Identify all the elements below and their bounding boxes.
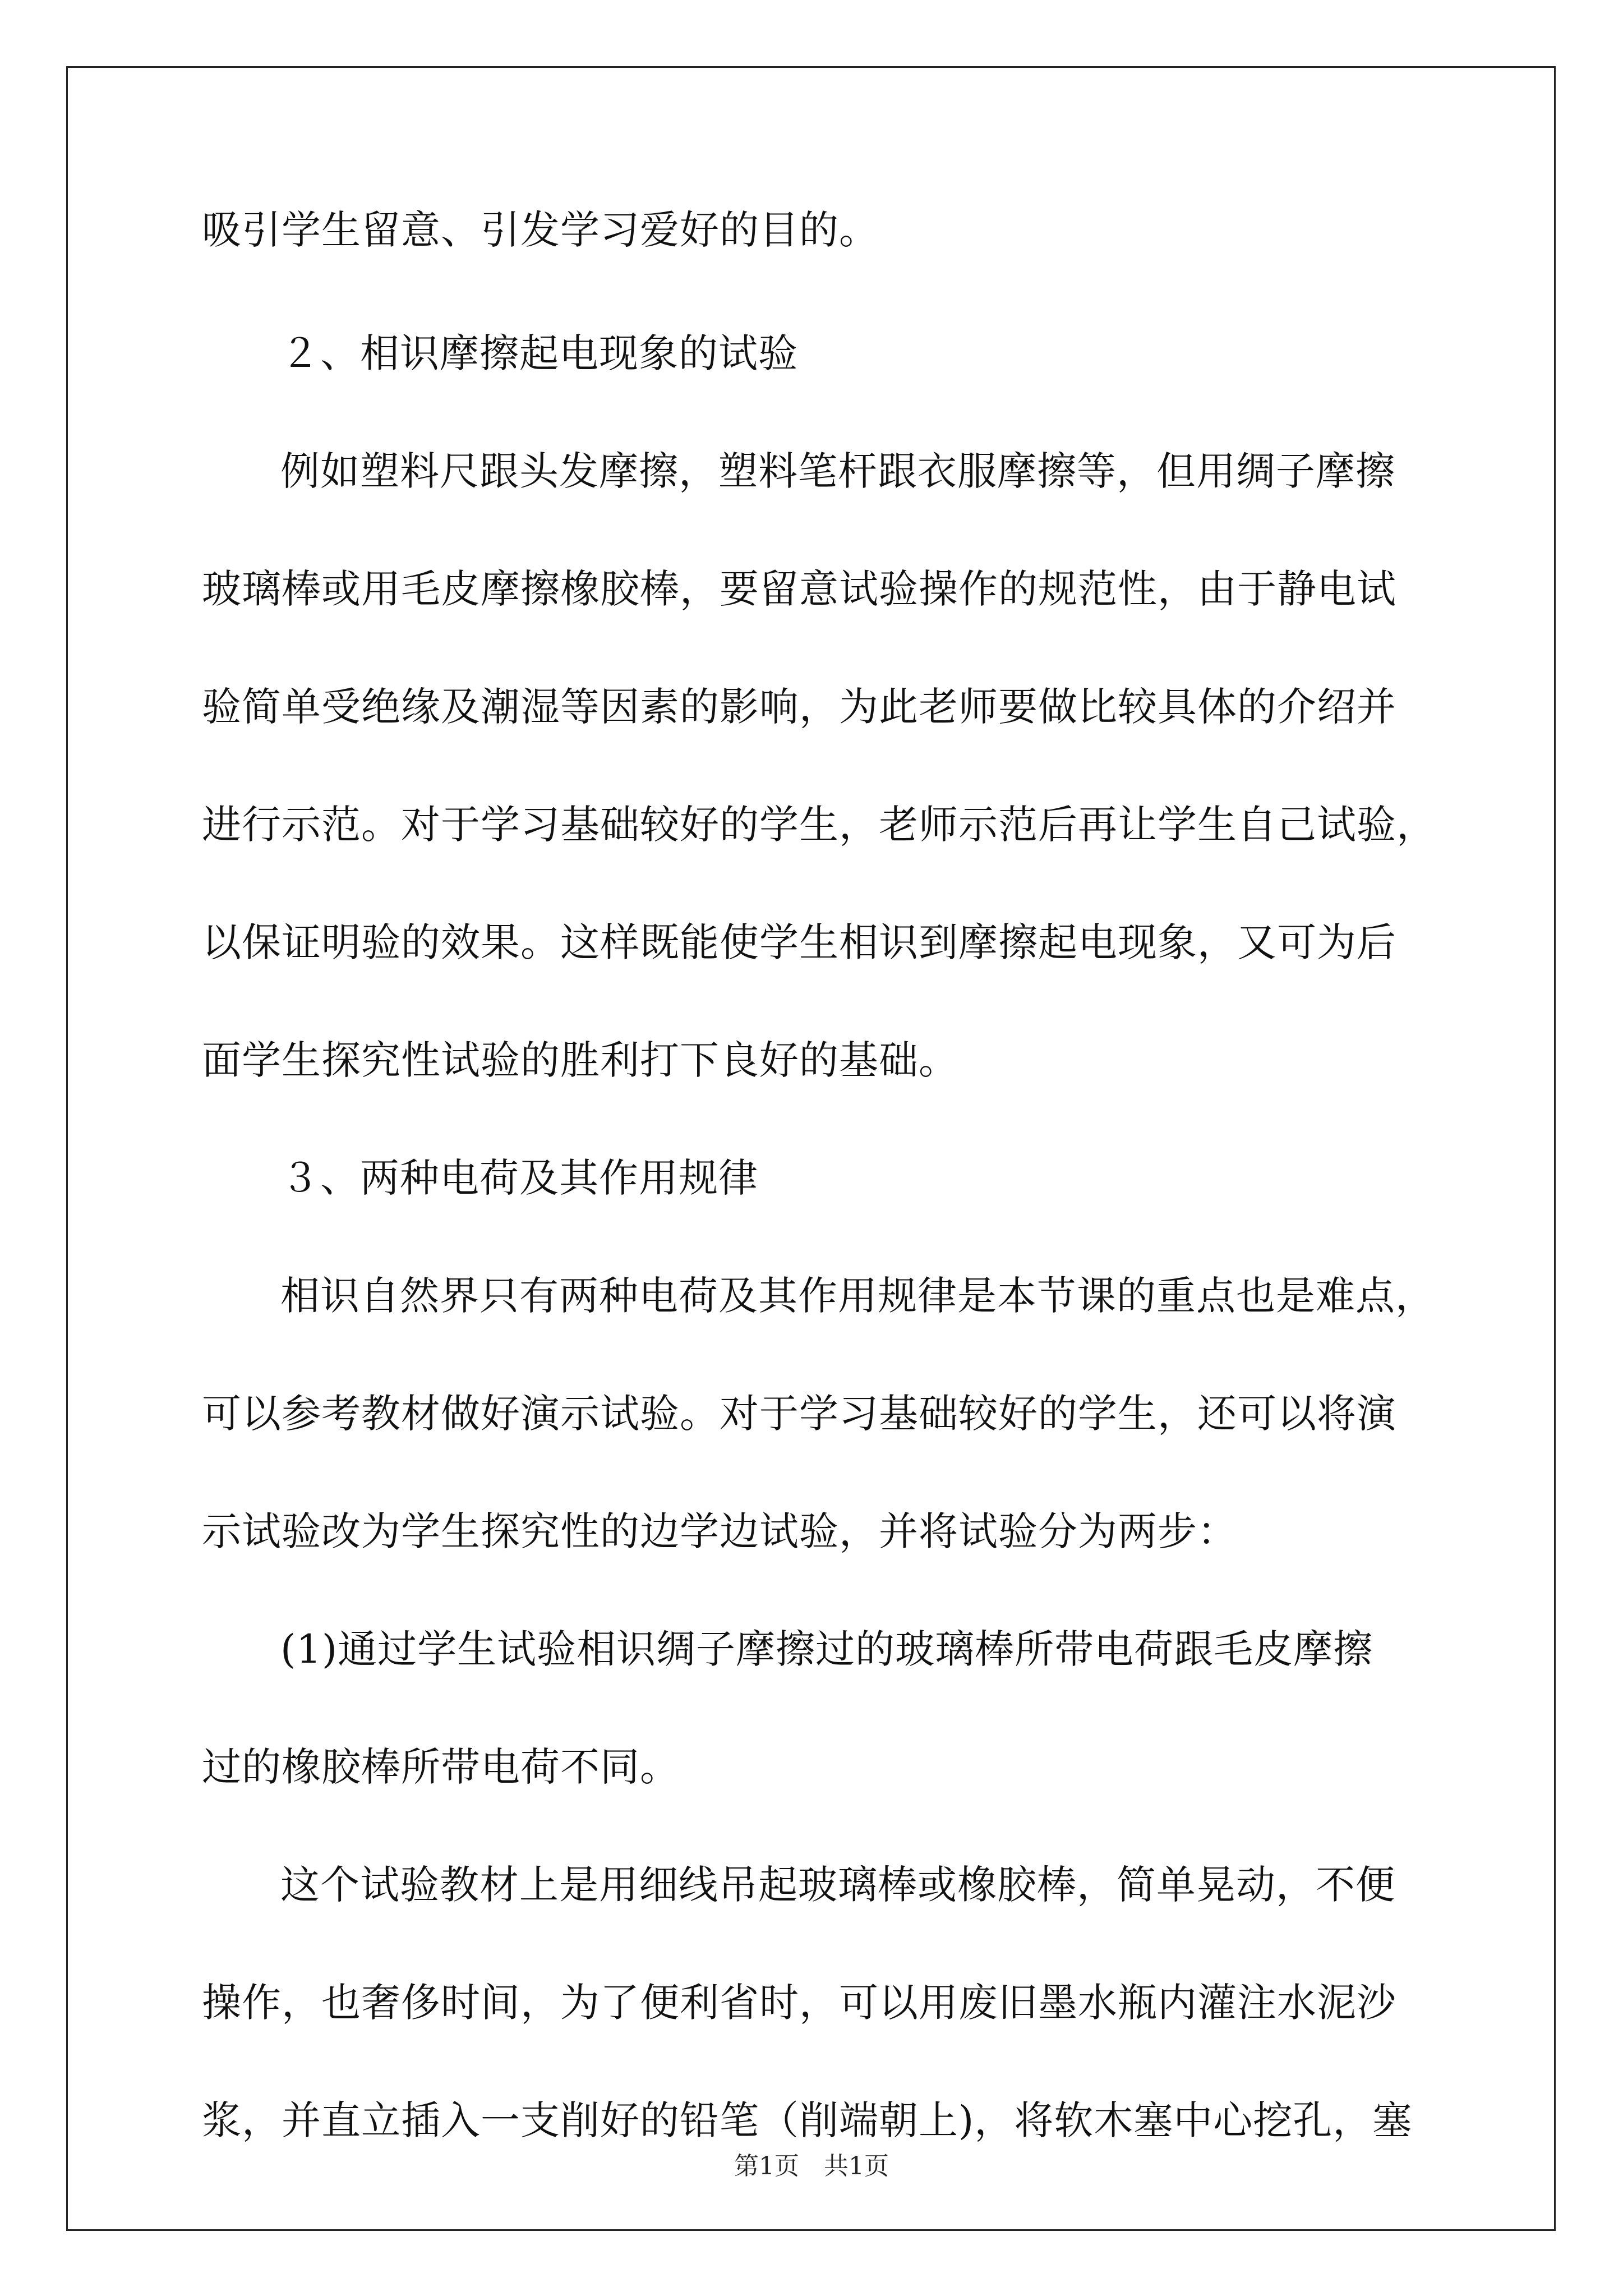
text-line: 相识自然界只有两种电荷及其作用规律是本节课的重点也是难点， [280, 1273, 1435, 1319]
text-line: 可以参考教材做好演示试验。对于学习基础较好的学生，还可以将演 [202, 1391, 1396, 1437]
text-line: 这个试验教材上是用细线吊起玻璃棒或橡胶棒，简单晃动，不便 [280, 1862, 1395, 1908]
section-heading: ２、相识摩擦起电现象的试验 [280, 330, 798, 376]
text-line: 以保证明验的效果。这样既能使学生相识到摩擦起电现象，又可为后 [202, 919, 1396, 965]
text-line: 验简单受绝缘及潮湿等因素的影响，为此老师要做比较具体的介绍并 [202, 684, 1396, 730]
text-line: 示试验改为学生探究性的边学边试验，并将试验分为两步： [202, 1508, 1237, 1554]
text-line: 浆，并直立插入一支削好的铅笔（削端朝上)，将软木塞中心挖孔，塞 [202, 2097, 1413, 2143]
text-line: 吸引学生留意、引发学习爱好的目的。 [202, 207, 879, 253]
text-line: 例如塑料尺跟头发摩擦，塑料笔杆跟衣服摩擦等，但用绸子摩擦 [280, 448, 1395, 494]
page-footer: 第1页 共1页 [734, 2152, 889, 2180]
text-line: 玻璃棒或用毛皮摩擦橡胶棒，要留意试验操作的规范性，由于静电试 [202, 566, 1396, 612]
text-line: 面学生探究性试验的胜利打下良好的基础。 [202, 1037, 958, 1083]
text-line: 进行示范。对于学习基础较好的学生，老师示范后再让学生自己试验， [202, 802, 1436, 848]
section-heading: ３、两种电荷及其作用规律 [280, 1155, 758, 1201]
text-line: 过的橡胶棒所带电荷不同。 [202, 1744, 680, 1790]
text-line: 操作，也奢侈时间，为了便利省时，可以用废旧墨水瓶内灌注水泥沙 [202, 1980, 1396, 2026]
text-line: (1)通过学生试验相识绸子摩擦过的玻璃棒所带电荷跟毛皮摩擦 [280, 1626, 1373, 1672]
